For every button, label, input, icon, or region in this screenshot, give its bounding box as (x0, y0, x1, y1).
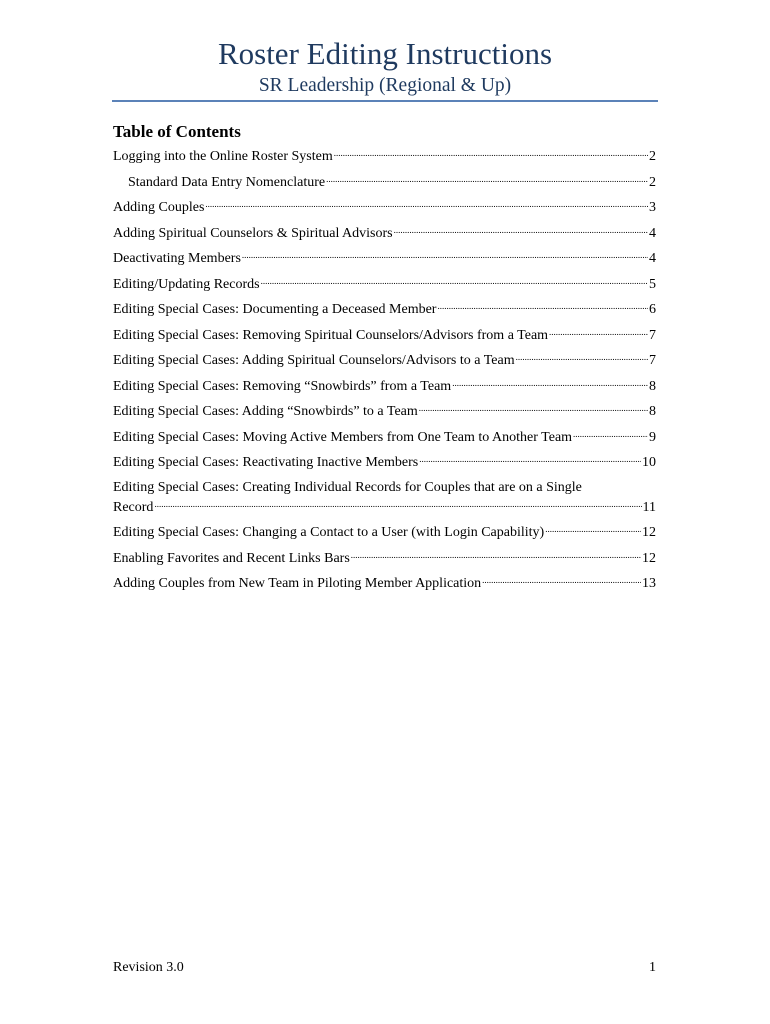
toc-entry[interactable] (113, 478, 656, 517)
toc-leader-dots (154, 497, 641, 511)
toc-leader-dots (419, 452, 641, 466)
toc-entry-page: 7 (649, 353, 656, 368)
toc-entry-page: 9 (649, 429, 656, 445)
toc-entry[interactable] (113, 223, 656, 243)
toc-entry[interactable] (113, 299, 656, 319)
toc-leader-dots (351, 548, 641, 562)
toc-entry-page: 13 (642, 576, 656, 591)
toc-leader-dots (452, 376, 648, 390)
toc-entry-page: 2 (649, 149, 656, 164)
toc-leader-dots (261, 274, 648, 288)
toc-entry-label: Editing Special Cases: Creating Individual Records for Couples that are on a Single (113, 479, 582, 495)
toc-entry[interactable] (113, 376, 656, 396)
toc-entry-label: Editing Special Cases: Adding Spiritual Counselors/Advisors to a Team (113, 353, 515, 368)
toc-entry-label: Standard Data Entry Nomenclature (128, 174, 326, 190)
toc-leader-dots (394, 223, 648, 237)
document-subtitle: SR Leadership (Regional & Up) (258, 75, 512, 96)
toc-entry[interactable] (113, 325, 656, 345)
toc-entry[interactable] (113, 548, 656, 568)
toc-leader-dots (205, 197, 648, 211)
toc-entry-page: 4 (649, 225, 656, 241)
toc-leader-dots (326, 172, 648, 186)
toc-leader-dots (334, 146, 648, 160)
toc-entry[interactable] (113, 522, 656, 542)
toc-entry-page: 6 (649, 302, 656, 317)
toc-entry[interactable] (113, 172, 656, 192)
toc-entry[interactable] (113, 274, 656, 294)
toc-entry-page: 4 (649, 251, 656, 266)
toc-entry-label: Editing Special Cases: Adding “Snowbirds” to a Team (113, 404, 418, 419)
toc-entry[interactable] (113, 248, 656, 268)
toc-entry[interactable] (113, 452, 656, 472)
toc-entry-page: 2 (649, 174, 656, 190)
toc-entry-label: Editing Special Cases: Removing Spiritual Counselors/Advisors from a Team (113, 327, 549, 343)
toc-entry-label: Editing Special Cases: Removing “Snowbirds” from a Team (113, 378, 452, 394)
toc-entry[interactable] (113, 197, 656, 217)
toc-entry-label: Editing Special Cases: Changing a Contact to a User (with Login Capability) (113, 525, 545, 540)
toc-entry-page: 8 (649, 378, 656, 394)
toc-entry-label: Adding Spiritual Counselors & Spiritual Advisors (113, 225, 393, 241)
toc-entry[interactable] (113, 350, 656, 370)
toc-leader-dots (549, 325, 648, 339)
toc-entry[interactable] (113, 146, 656, 166)
toc-entry-label: Editing Special Cases: Moving Active Members from One Team to Another Team (113, 429, 573, 445)
toc-entry-label: Editing Special Cases: Documenting a Deceased Member (113, 302, 437, 317)
toc-heading: Table of Contents (113, 122, 241, 141)
toc-entry-label: Editing/Updating Records (113, 276, 260, 292)
toc-leader-dots (419, 401, 648, 415)
toc-entry-page: 7 (649, 327, 656, 343)
table-of-contents (113, 146, 656, 599)
header-divider (112, 100, 658, 102)
toc-entry-page: 10 (642, 455, 656, 470)
toc-entry-page: 5 (649, 276, 656, 292)
toc-entry-page: 12 (642, 525, 656, 540)
toc-leader-dots (437, 299, 648, 313)
toc-entry[interactable] (113, 573, 656, 593)
toc-entry-page: 3 (649, 200, 656, 215)
document-title: Roster Editing Instructions (217, 36, 553, 71)
toc-entry-label: Adding Couples (113, 200, 205, 215)
toc-entry[interactable] (113, 401, 656, 421)
toc-entry[interactable] (113, 427, 656, 447)
toc-entry-label: Enabling Favorites and Recent Links Bars (113, 550, 350, 566)
toc-leader-dots (482, 573, 641, 587)
toc-entry-label: Editing Special Cases: Reactivating Inactive Members (113, 455, 419, 470)
footer-page-number: 1 (649, 960, 656, 975)
footer-revision: Revision 3.0 (113, 960, 184, 975)
toc-entry-label: Adding Couples from New Team in Piloting Member Application (113, 576, 482, 591)
toc-leader-dots (242, 248, 648, 262)
toc-entry-label-continued: Record (113, 499, 154, 515)
toc-entry-label: Logging into the Online Roster System (113, 149, 333, 164)
toc-entry-page: 11 (642, 499, 656, 515)
document-header (112, 34, 658, 98)
toc-leader-dots (516, 350, 648, 364)
toc-leader-dots (545, 522, 641, 536)
toc-entry-page: 12 (642, 550, 656, 566)
toc-entry-label: Deactivating Members (113, 251, 241, 266)
toc-entry-page: 8 (649, 404, 656, 419)
toc-leader-dots (573, 427, 648, 441)
